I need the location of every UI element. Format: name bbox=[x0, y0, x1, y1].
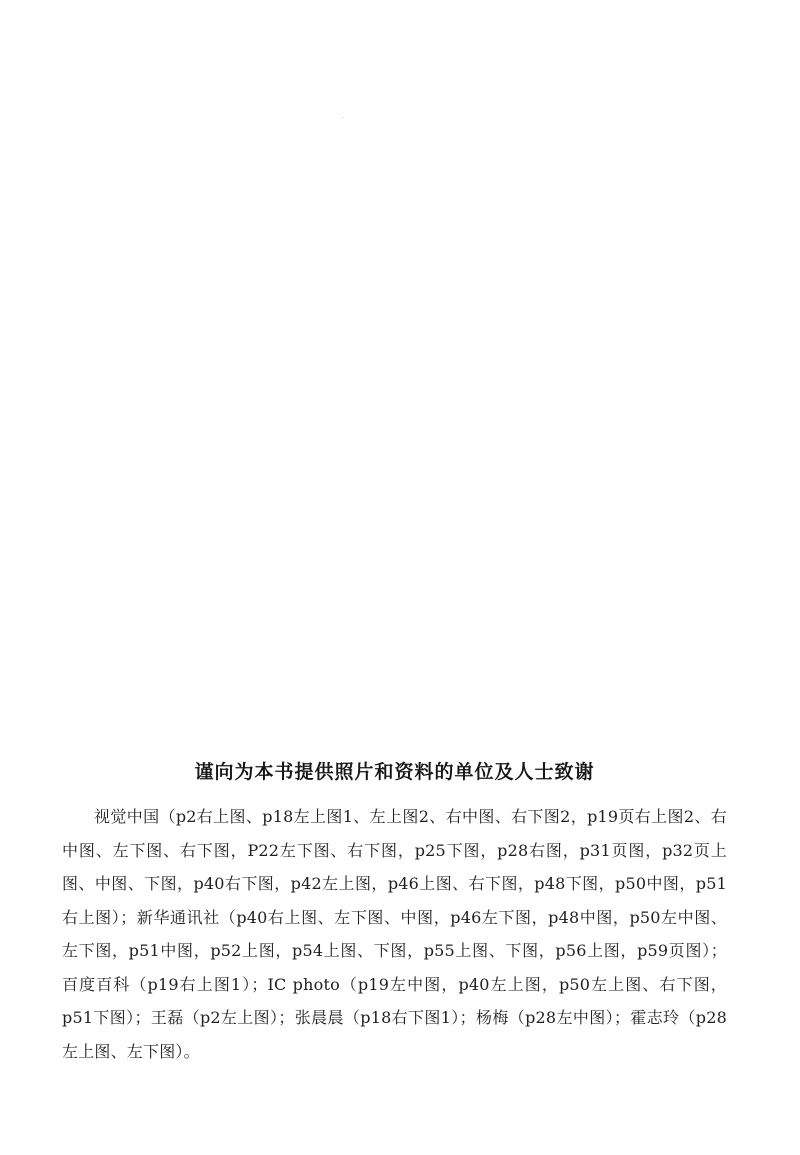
acknowledgements-section bbox=[62, 758, 727, 1068]
scan-speck bbox=[342, 117, 343, 118]
acknowledgements-title: 谨向为本书提供照片和资料的单位及人士致谢 bbox=[194, 761, 595, 783]
acknowledgements-body: 视觉中国（p2右上图、p18左上图1、左上图2、右中图、右下图2，p19页右上图2、右中图、左下图、右下图，P22左下图、右下图，p25下图，p28右图，p31页图，p32页上图、中图、下图，p40右下图，p42左上图，p46上图、右下图，p48下图，p50中图，p51右上图）；新华通讯社（p40右上图、左下图、中图，p46左下图，p48中图，p50左中图、左下图，p51中图，p52上图，p54上图、下图，p55上图、下图，p56上图，p59页图）；百度百科（p19右上图1）；IC photo（p19左中图，p40左上图，p50左上图、右下图，p51下图）；王磊（p2左上图）；张晨晨（p18右下图1）；杨梅（p28左中图）；霍志玲（p28左上图、左下图）。 bbox=[62, 807, 727, 1061]
